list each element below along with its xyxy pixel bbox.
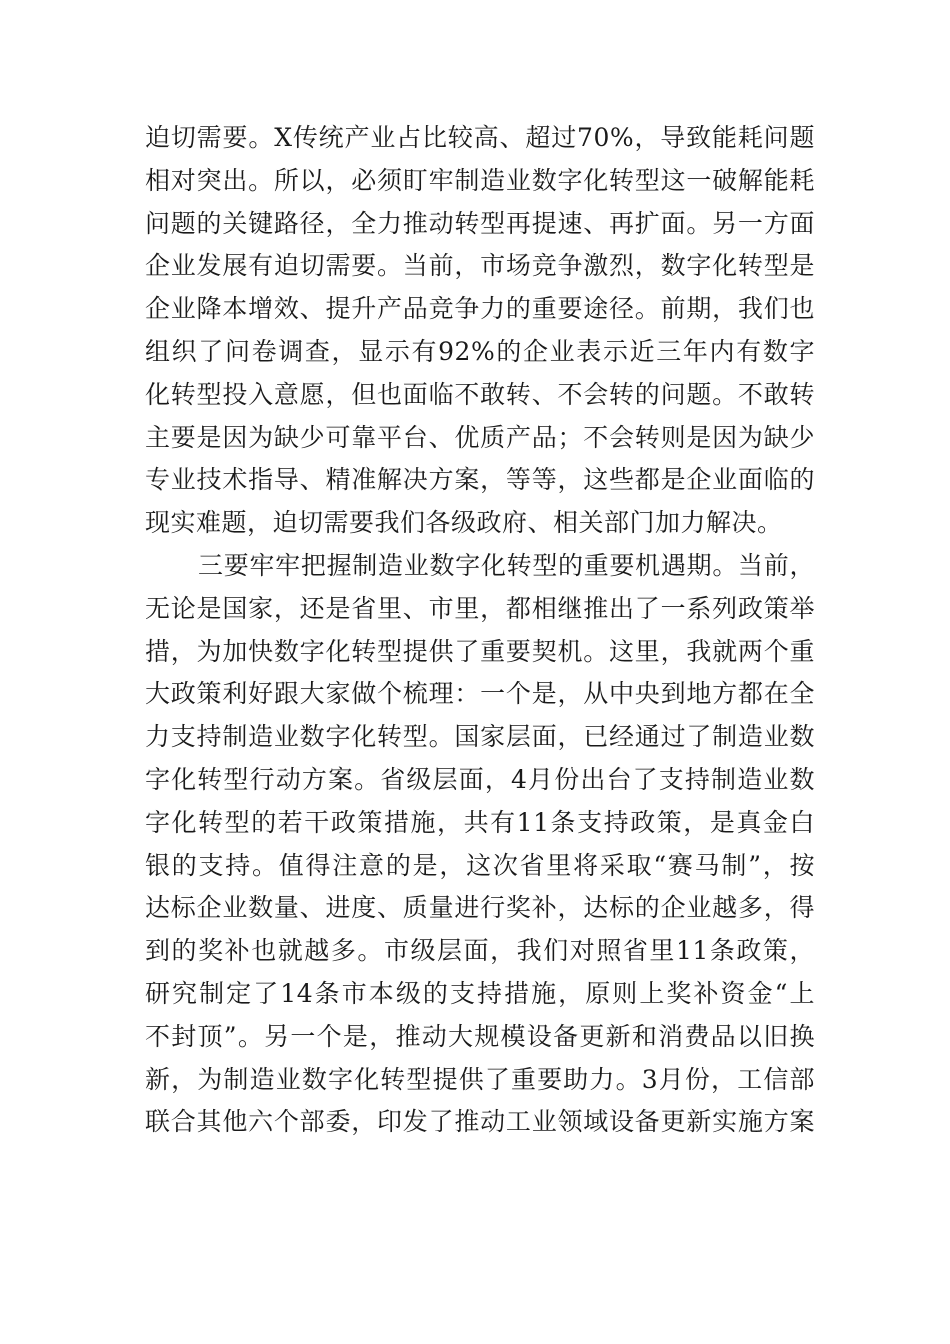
body-text — [145, 117, 815, 1144]
text-line: 组织了问卷调查，显示有92%的企业表示近三年内有数字 — [145, 336, 815, 366]
text-line: 达标企业数量、进度、质量进行奖补，达标的企业越多，得 — [145, 893, 815, 923]
text-line: 到的奖补也就越多。市级层面，我们对照省里11条政策， — [145, 936, 815, 966]
text-line: 力支持制造业数字化转型。国家层面，已经通过了制造业数 — [145, 722, 815, 752]
paragraph-first-line: 三要牢牢把握制造业数字化转型的重要机遇期。当前， — [198, 550, 815, 580]
text-line: 字化转型的若干政策措施，共有11条支持政策，是真金白 — [145, 807, 815, 837]
text-line: 专业技术指导、精准解决方案，等等，这些都是企业面临的 — [145, 465, 815, 495]
text-line: 不封顶”。另一个是，推动大规模设备更新和消费品以旧换 — [145, 1021, 815, 1051]
paragraph-last-line: 现实难题，迫切需要我们各级政府、相关部门加力解决。 — [145, 508, 783, 538]
text-line: 企业发展有迫切需要。当前，市场竞争激烈，数字化转型是 — [145, 251, 815, 281]
text-line: 银的支持。值得注意的是，这次省里将采取“赛马制”，按 — [145, 850, 815, 880]
text-line: 相对突出。所以，必须盯牢制造业数字化转型这一破解能耗 — [145, 165, 815, 195]
text-line: 字化转型行动方案。省级层面，4月份出台了支持制造业数 — [145, 764, 815, 794]
text-line: 化转型投入意愿，但也面临不敢转、不会转的问题。不敢转 — [145, 379, 815, 409]
text-line: 无论是国家，还是省里、市里，都相继推出了一系列政策举 — [145, 593, 815, 623]
text-line: 企业降本增效、提升产品竞争力的重要途径。前期，我们也 — [145, 294, 815, 324]
text-line: 迫切需要。X传统产业占比较高、超过70%，导致能耗问题 — [145, 123, 815, 152]
text-line: 新，为制造业数字化转型提供了重要助力。3月份，工信部 — [145, 1064, 815, 1094]
text-line: 主要是因为缺少可靠平台、优质产品；不会转则是因为缺少 — [145, 422, 815, 452]
text-line: 大政策利好跟大家做个梳理：一个是，从中央到地方都在全 — [145, 679, 815, 709]
text-line: 措，为加快数字化转型提供了重要契机。这里，我就两个重 — [145, 636, 815, 666]
text-line: 研究制定了14条市本级的支持措施，原则上奖补资金“上 — [145, 978, 815, 1008]
text-line: 联合其他六个部委，印发了推动工业领域设备更新实施方案 — [145, 1107, 815, 1137]
text-line: 问题的关键路径，全力推动转型再提速、再扩面。另一方面 — [145, 208, 815, 238]
